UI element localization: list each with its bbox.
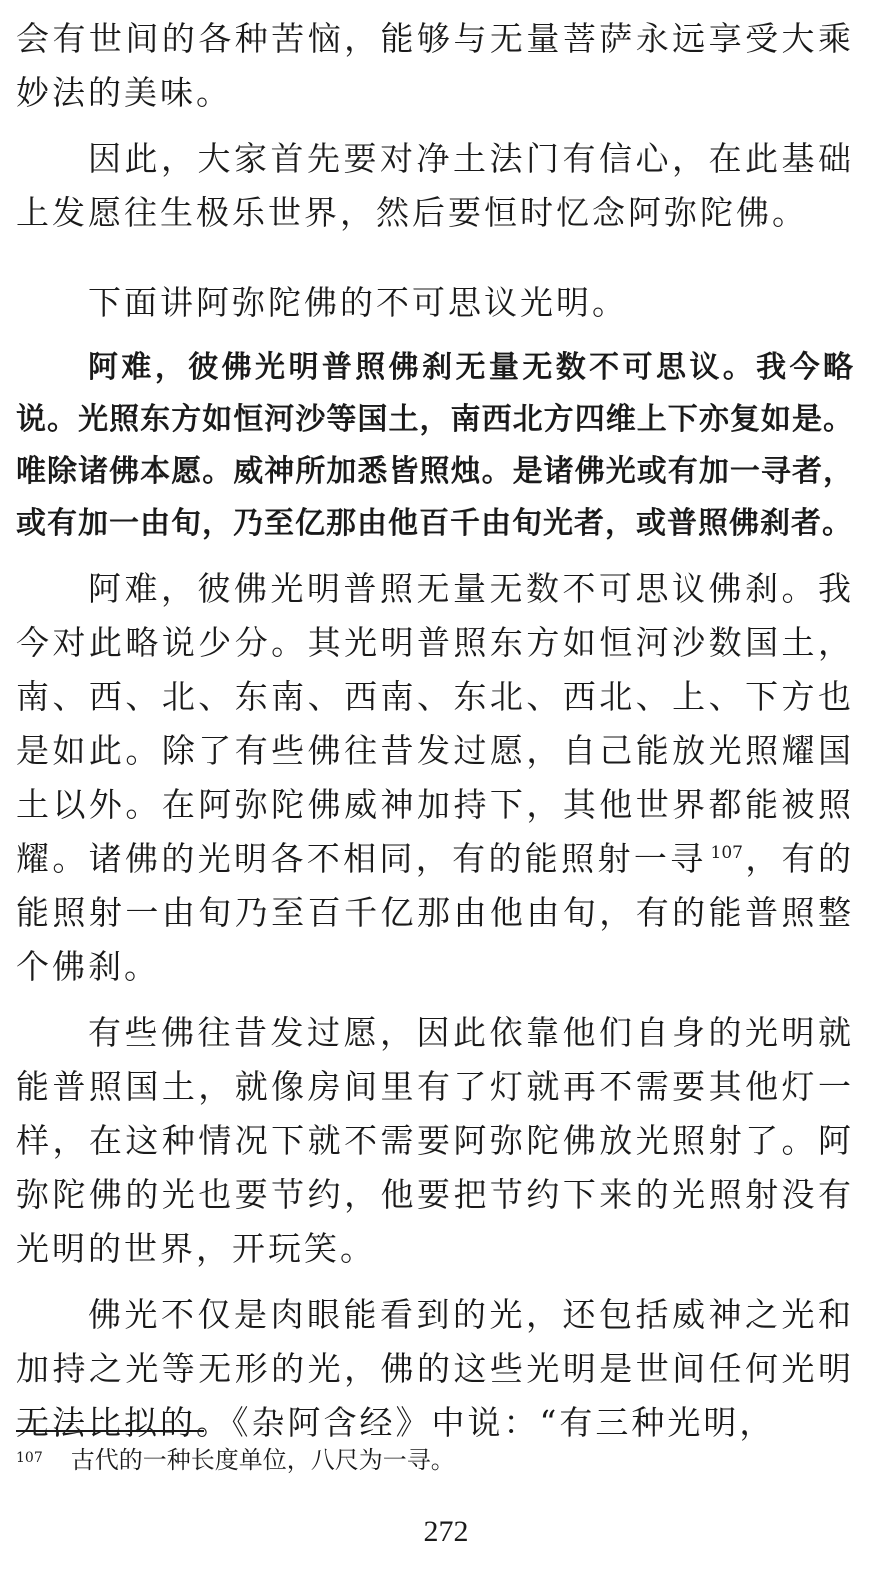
paragraph-faith: 因此，大家首先要对净土法门有信心，在此基础上发愿往生极乐世界，然后要恒时忆念阿弥陀佛。 (16, 139, 854, 232)
footnote-number: 107 (16, 1450, 43, 1466)
paragraph-commentary (16, 562, 854, 994)
paragraph-section-intro: 下面讲阿弥陀佛的不可思议光明。 (88, 283, 628, 322)
footnote-reference[interactable]: 107 (710, 843, 743, 863)
page-number: 272 (423, 1515, 469, 1548)
sutra-quote: 阿难，彼佛光明普照佛刹无量无数不可思议。我今略说。光照东方如恒河沙等国土，南西北方四维上下亦复如是。唯除诸佛本愿。威神所加悉皆照烛。是诸佛光或有加一寻者，或有加一由旬，乃至亿那由他百千由旬光者，或普照佛刹者。 (16, 350, 854, 541)
paragraph-continuation: 会有世间的各种苦恼，能够与无量菩萨永远享受大乘妙法的美味。 (16, 19, 854, 112)
commentary-text-before: 阿难，彼佛光明普照无量无数不可思议佛刹。我今对此略说少分。其光明普照东方如恒河沙数国土，南、西、北、东南、西南、东北、西北、上、下方也是如此。除了有些佛往昔发过愿，自己能放光照耀国土以外。在阿弥陀佛威神加持下，其他世界都能被照耀。诸佛的光明各不相同，有的能照射一寻 (16, 569, 854, 878)
page-body (16, 12, 854, 1450)
paragraph-buddha-light: 佛光不仅是肉眼能看到的光，还包括威神之光和加持之光等无形的光，佛的这些光明是世间任何光明无法比拟的。《杂阿含经》中说：“有三种光明， (16, 1295, 854, 1442)
commentary-text-after: ，有的能照射一由旬乃至百千亿那由他由旬，有的能普照整个佛刹。 (16, 839, 855, 986)
paragraph-vows: 有些佛往昔发过愿，因此依靠他们自身的光明就能普照国土，就像房间里有了灯就再不需要其他灯一样，在这种情况下就不需要阿弥陀佛放光照射了。阿弥陀佛的光也要节约，他要把节约下来的光照射没有光明的世界，开玩笑。 (16, 1013, 854, 1268)
footnote (16, 1443, 455, 1477)
footnote-text: 古代的一种长度单位，八尺为一寻。 (70, 1446, 455, 1474)
footnote-divider (16, 1430, 204, 1432)
